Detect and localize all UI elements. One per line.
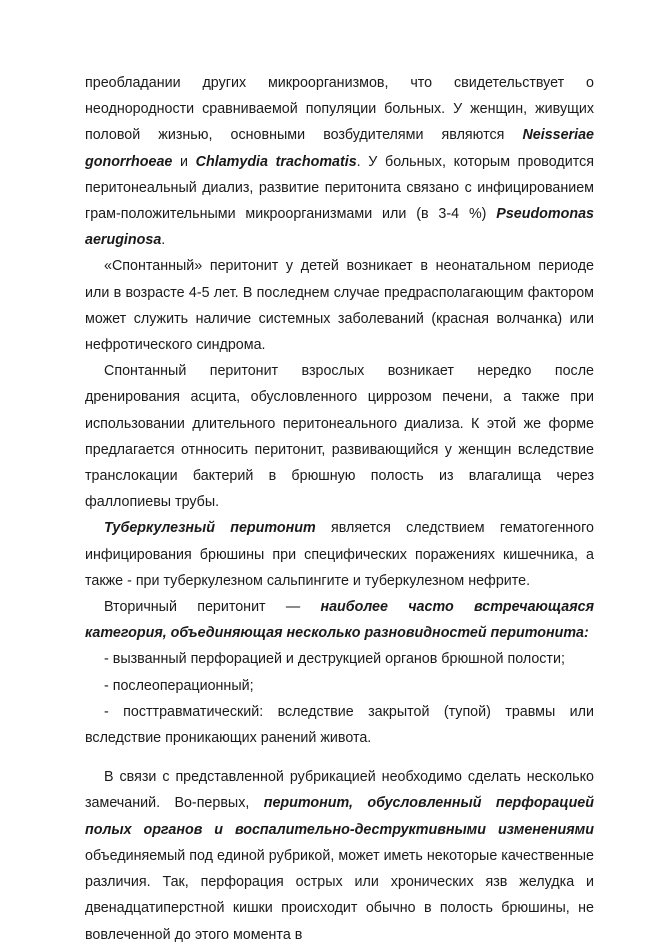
text-run: В связи с представленной рубрикацией необходимо сделать несколько замечаний. Во-первых,: [85, 769, 594, 812]
document-page: [85, 70, 594, 948]
species-neisseriae: Neisseriae gonorrhoeae: [85, 127, 594, 170]
text-run: является следствием гематогенного инфицирования брюшины при специфических поражениях кишечника, а также - при туберкулезном сальпингите и туберкулезном нефрите.: [85, 520, 594, 589]
text-run: . У больных, которым проводится перитонеальный диализ, развитие перитонита связано с инфицированием грам-положительными микроорганизмами или (в 3-4 %): [85, 153, 594, 223]
species-chlamydia: Chlamydia trachomatis: [195, 153, 357, 170]
text-run: Вторичный перитонит —: [104, 599, 321, 616]
text-run: и: [172, 153, 196, 170]
text-run: преобладании других микроорганизмов, что свидетельствует о неоднородности сравниваемой популяции больных. У женщин, живущих половой жизнью, основными возбудителями являются: [85, 75, 594, 144]
paragraph-spontaneous-children: «Спонтанный» перитонит у детей возникает в неонатальном периоде или в возрасте 4-5 лет. В последнем случае предрасполагающим фактором может служить наличие системных заболеваний (красная волчанка) или нефротического синдрома.: [85, 258, 594, 354]
list-item-posttraumatic: - посттравматический: вследствие закрытой (тупой) травмы или вследствие проникающих ранений живота.: [85, 703, 594, 747]
term-perforation-peritonitis: перитонит, обусловленный перфорацией полых органов и воспалительно-деструктивными изменениями: [85, 795, 594, 838]
term-tuberculous-peritonitis: Туберкулезный перитонит: [104, 520, 316, 537]
term-secondary-category: наиболее часто встречающаяся категория, объединяющая несколько разновидностей перитонита:: [85, 599, 594, 642]
text-run: объединяемый под единой рубрикой, может иметь некоторые качественные различия. Так, перфорация острых или хронических язв желудка и двенадцатиперстной кишки происходит обычно в полость брюшины, не вовлеченной до этого момента в: [85, 847, 594, 943]
paragraph-tuberculous: [85, 515, 594, 594]
text-run: .: [161, 232, 166, 249]
paragraph-spontaneous-adults: Спонтанный перитонит взрослых возникает нередко после дренирования асцита, обусловленного циррозом печени, а также при использовании длительного перитонеального диализа. К этой же форме предлагается отнносить перитонит, развивающийся у женщин вследствие транслокации бактерий в брюшную полость из влагалища через фаллопиевы трубы.: [85, 363, 594, 511]
paragraph-rubrication-notes: [85, 764, 594, 947]
paragraph-microorganisms: [85, 70, 594, 253]
list-item-postoperative: - послеоперационный;: [104, 677, 254, 694]
species-pseudomonas: Pseudomonas aeruginosa: [85, 206, 594, 249]
list-item-perforation: - вызванный перфорацией и деструкцией органов брюшной полости;: [104, 651, 565, 668]
paragraph-secondary: [85, 594, 594, 646]
